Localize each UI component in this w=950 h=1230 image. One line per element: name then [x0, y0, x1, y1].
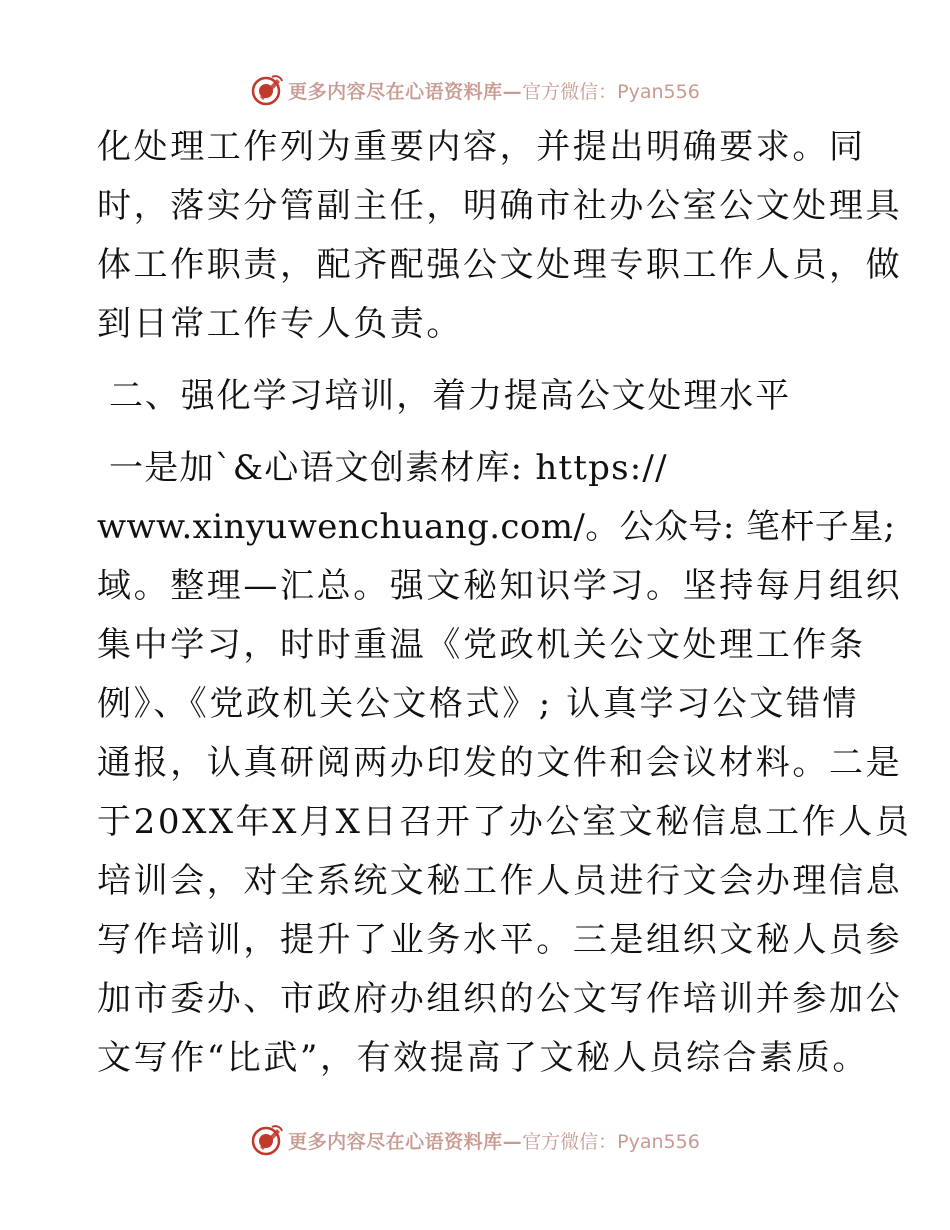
text-line: www.xinyuwenchuang.com/。公众号: 笔杆子星;: [97, 507, 896, 547]
text-line: 通报，认真研阅两办印发的文件和会议材料。二是: [97, 743, 903, 783]
text-line: 化处理工作列为重要内容，并提出明确要求。同: [97, 127, 866, 167]
text-line: 于20XX年X月X日召开了办公室文秘信息工作人员: [97, 802, 912, 842]
text-line: 培训会，对全系统文秘工作人员进行文会办理信息: [97, 861, 903, 901]
text-line: 体工作职责，配齐配强公文处理专职工作人员，做: [97, 245, 903, 285]
text-line: 时，落实分管副主任，明确市社办公室公文处理具: [97, 186, 903, 226]
section-heading: 二、强化学习培训，着力提高公文处理水平: [109, 376, 792, 416]
pen-logo-icon: [250, 1123, 284, 1157]
header-watermark: [0, 70, 950, 110]
text-line: 文写作“比武”，有效提高了文秘人员综合素质。: [97, 1038, 869, 1078]
text-line: 写作培训，提升了业务水平。三是组织文秘人员参: [97, 920, 903, 960]
text-line: 加市委办、市政府办组织的公文写作培训并参加公: [97, 979, 903, 1019]
text-line: 例》、《党政机关公文格式》; 认真学习公文错情: [97, 684, 860, 724]
pen-logo-icon: [250, 73, 284, 107]
text-line: 一是加`&心语文创素材库: https://: [109, 448, 668, 488]
watermark-contact: 官方微信：Pyan556: [522, 80, 700, 103]
watermark-text: 更多内容尽在心语资料库—: [288, 1130, 523, 1153]
text-line: 域。整理—汇总。强文秘知识学习。坚持每月组织: [97, 566, 903, 606]
watermark-contact: 官方微信：Pyan556: [522, 1130, 700, 1153]
text-line: 到日常工作专人负责。: [97, 304, 463, 344]
text-line: 集中学习，时时重温《党政机关公文处理工作条: [97, 625, 866, 665]
footer-watermark: [0, 1120, 950, 1160]
watermark-text: 更多内容尽在心语资料库—: [288, 80, 523, 103]
document-body: [97, 118, 912, 1088]
